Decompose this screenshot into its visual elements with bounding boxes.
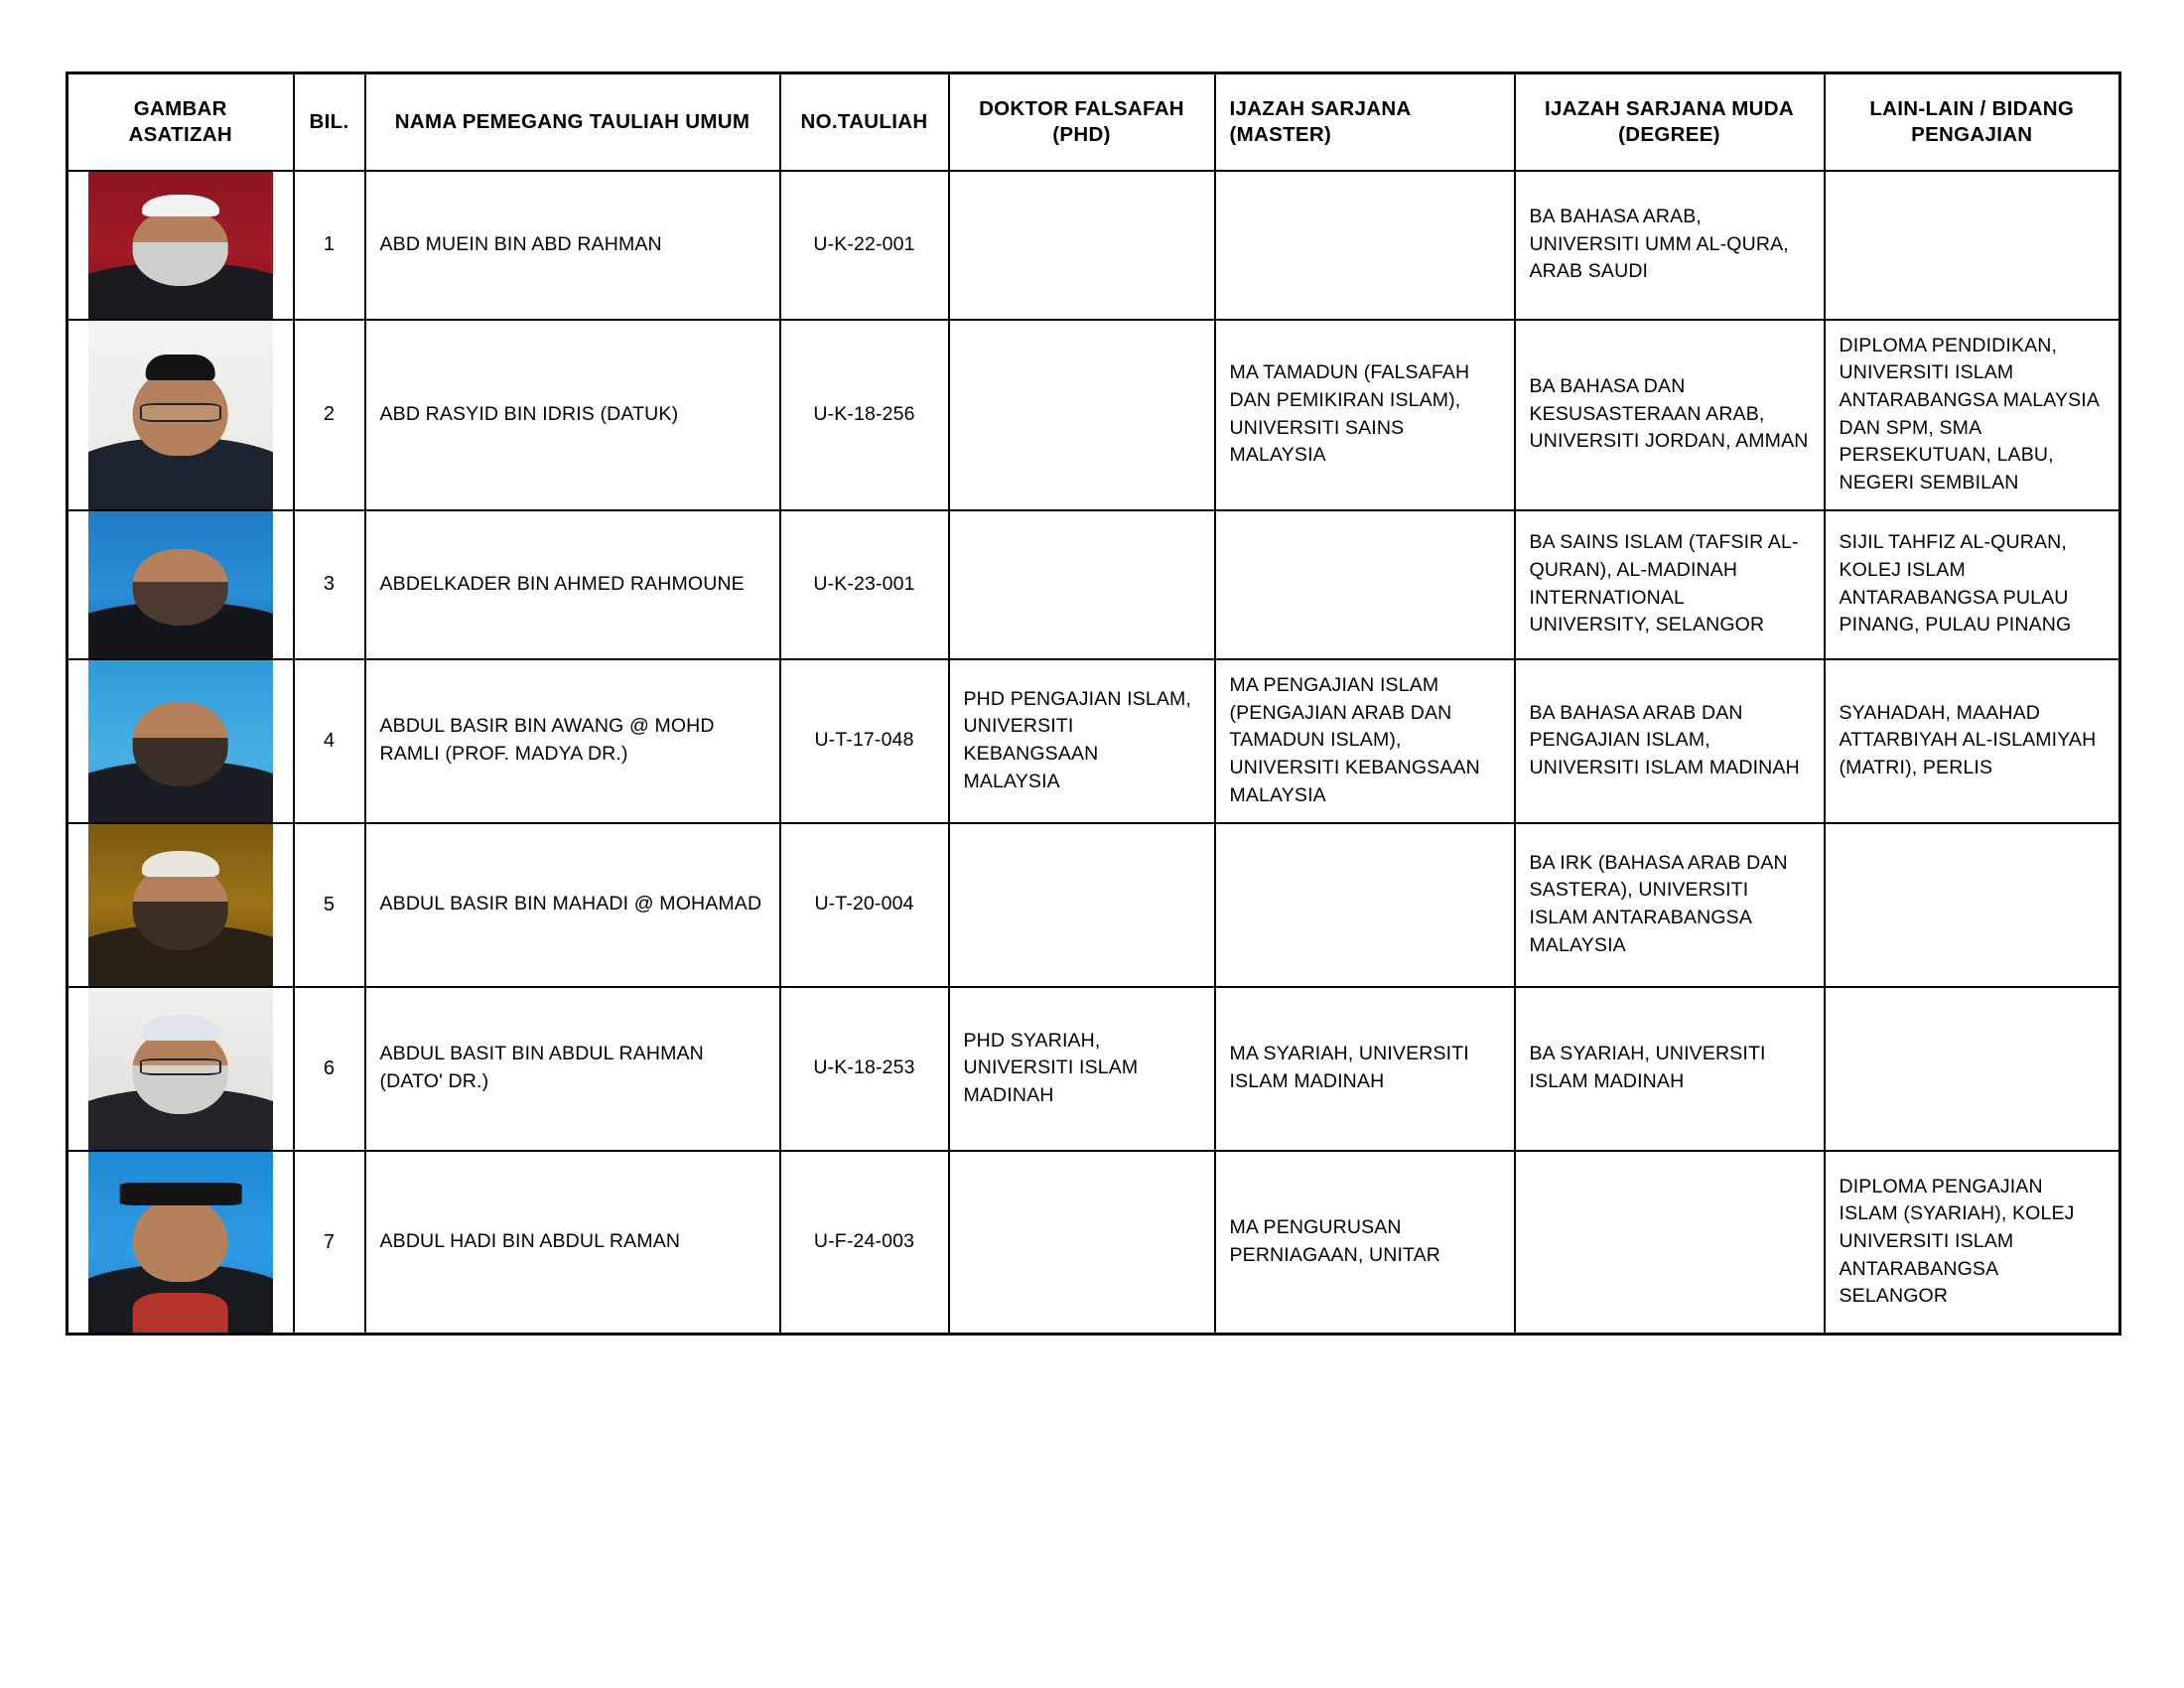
- table-row: [68, 320, 2120, 510]
- cell-lain-lain: [1825, 987, 2120, 1151]
- table-row: [68, 171, 2120, 320]
- table-row: [68, 823, 2120, 987]
- column-header-gambar-asatizah: [68, 73, 294, 171]
- cell-nama: ABDUL BASIT BIN ABDUL RAHMAN (DATO' DR.): [365, 987, 780, 1151]
- cell-lain-lain: [1825, 171, 2120, 320]
- portrait-cap: [142, 1015, 219, 1041]
- cell-gambar: [68, 1151, 294, 1335]
- portrait-cap: [142, 195, 219, 216]
- cell-degree: [1515, 1151, 1825, 1335]
- cell-gambar: [68, 171, 294, 320]
- cell-master: [1215, 510, 1515, 659]
- cell-lain-lain: [1825, 823, 2120, 987]
- column-header-ijazah-sarjana-muda-degree: [1515, 73, 1825, 171]
- header-line-1: NAMA PEMEGANG TAULIAH UMUM: [394, 109, 751, 133]
- portrait-abdul-hadi-bin-abdul-raman: [88, 1152, 273, 1334]
- portrait-cap: [142, 851, 219, 877]
- column-header-nama-pemegang-tauliah-umum: [365, 73, 780, 171]
- cell-phd: [949, 510, 1215, 659]
- header-line-2: PENGAJIAN: [1911, 122, 2033, 146]
- cell-bil: 5: [294, 823, 365, 987]
- cell-master: MA SYARIAH, UNIVERSITI ISLAM MADINAH: [1215, 987, 1515, 1151]
- cell-lain-lain: DIPLOMA PENDIDIKAN, UNIVERSITI ISLAM ANTARABANGSA MALAYSIA DAN SPM, SMA PERSEKUTUAN, LABU, NEGERI SEMBILAN: [1825, 320, 2120, 510]
- portrait-abd-rasyid-bin-idris: [88, 321, 273, 509]
- header-line-1: LAIN-LAIN / BIDANG: [1869, 96, 2075, 120]
- portrait-cap: [145, 354, 215, 381]
- column-header-doktor-falsafah-phd: [949, 73, 1215, 171]
- header-line-1: BIL.: [309, 109, 349, 133]
- portrait-abd-muein-bin-abd-rahman: [88, 172, 273, 319]
- table-row: [68, 1151, 2120, 1335]
- header-line-1: GAMBAR: [133, 96, 227, 120]
- table-header: [68, 73, 2120, 171]
- portrait-head: [132, 1198, 228, 1282]
- cell-degree: BA IRK (BAHASA ARAB DAN SASTERA), UNIVERSITI ISLAM ANTARABANGSA MALAYSIA: [1515, 823, 1825, 987]
- column-header-no-tauliah: [780, 73, 949, 171]
- cell-degree: BA BAHASA ARAB, UNIVERSITI UMM AL-QURA, ARAB SAUDI: [1515, 171, 1825, 320]
- cell-lain-lain: SIJIL TAHFIZ AL-QURAN, KOLEJ ISLAM ANTARABANGSA PULAU PINANG, PULAU PINANG: [1825, 510, 2120, 659]
- cell-no-tauliah: U-K-18-256: [780, 320, 949, 510]
- cell-master: MA PENGAJIAN ISLAM (PENGAJIAN ARAB DAN TAMADUN ISLAM), UNIVERSITI KEBANGSAAN MALAYSIA: [1215, 659, 1515, 823]
- header-line-1: IJAZAH SARJANA (MASTER): [1229, 96, 1411, 146]
- cell-bil: 6: [294, 987, 365, 1151]
- cell-nama: ABDUL BASIR BIN MAHADI @ MOHAMAD: [365, 823, 780, 987]
- cell-bil: 2: [294, 320, 365, 510]
- column-header-lain-lain-bidang-pengajian: [1825, 73, 2120, 171]
- cell-no-tauliah: U-T-17-048: [780, 659, 949, 823]
- cell-phd: [949, 1151, 1215, 1335]
- portrait-graduation-cap: [119, 1183, 241, 1206]
- cell-no-tauliah: U-T-20-004: [780, 823, 949, 987]
- table-body: [68, 171, 2120, 1335]
- cell-phd: [949, 171, 1215, 320]
- cell-nama: ABDUL BASIR BIN AWANG @ MOHD RAMLI (PROF. MADYA DR.): [365, 659, 780, 823]
- header-line-1: IJAZAH SARJANA MUDA: [1545, 96, 1794, 120]
- cell-no-tauliah: U-K-22-001: [780, 171, 949, 320]
- portrait-glasses: [140, 403, 221, 422]
- cell-phd: [949, 320, 1215, 510]
- cell-master: MA PENGURUSAN PERNIAGAAN, UNITAR: [1215, 1151, 1515, 1335]
- column-header-bil: [294, 73, 365, 171]
- cell-gambar: [68, 320, 294, 510]
- cell-degree: BA BAHASA DAN KESUSASTERAAN ARAB, UNIVERSITI JORDAN, AMMAN: [1515, 320, 1825, 510]
- header-line-2: (PHD): [1052, 122, 1111, 146]
- asatizah-roster-table: [66, 71, 2121, 1336]
- cell-bil: 7: [294, 1151, 365, 1335]
- column-header-ijazah-sarjana-master: [1215, 73, 1515, 171]
- cell-degree: BA SYARIAH, UNIVERSITI ISLAM MADINAH: [1515, 987, 1825, 1151]
- cell-no-tauliah: U-K-18-253: [780, 987, 949, 1151]
- portrait-abdelkader-bin-ahmed-rahmoune: [88, 511, 273, 658]
- cell-bil: 4: [294, 659, 365, 823]
- cell-gambar: [68, 823, 294, 987]
- header-line-2: (DEGREE): [1618, 122, 1720, 146]
- cell-master: MA TAMADUN (FALSAFAH DAN PEMIKIRAN ISLAM), UNIVERSITI SAINS MALAYSIA: [1215, 320, 1515, 510]
- portrait-graduation-sash: [132, 1293, 228, 1333]
- portrait-abdul-basir-bin-mahadi: [88, 824, 273, 986]
- header-line-1: DOKTOR FALSAFAH: [979, 96, 1184, 120]
- cell-phd: PHD PENGAJIAN ISLAM, UNIVERSITI KEBANGSAAN MALAYSIA: [949, 659, 1215, 823]
- cell-master: [1215, 171, 1515, 320]
- cell-lain-lain: DIPLOMA PENGAJIAN ISLAM (SYARIAH), KOLEJ UNIVERSITI ISLAM ANTARABANGSA SELANGOR: [1825, 1151, 2120, 1335]
- portrait-abdul-basit-bin-abdul-rahman: [88, 988, 273, 1150]
- cell-gambar: [68, 510, 294, 659]
- cell-degree: BA BAHASA ARAB DAN PENGAJIAN ISLAM, UNIVERSITI ISLAM MADINAH: [1515, 659, 1825, 823]
- header-line-2: ASATIZAH: [128, 122, 232, 146]
- cell-lain-lain: SYAHADAH, MAAHAD ATTARBIYAH AL-ISLAMIYAH (MATRI), PERLIS: [1825, 659, 2120, 823]
- cell-nama: ABD MUEIN BIN ABD RAHMAN: [365, 171, 780, 320]
- cell-phd: [949, 823, 1215, 987]
- header-row: [68, 73, 2120, 171]
- portrait-abdul-basir-bin-awang: [88, 660, 273, 822]
- cell-master: [1215, 823, 1515, 987]
- table-row: [68, 510, 2120, 659]
- cell-no-tauliah: U-K-23-001: [780, 510, 949, 659]
- cell-nama: ABDUL HADI BIN ABDUL RAMAN: [365, 1151, 780, 1335]
- table-row: [68, 987, 2120, 1151]
- cell-degree: BA SAINS ISLAM (TAFSIR AL-QURAN), AL-MADINAH INTERNATIONAL UNIVERSITY, SELANGOR: [1515, 510, 1825, 659]
- cell-nama: ABD RASYID BIN IDRIS (DATUK): [365, 320, 780, 510]
- cell-gambar: [68, 987, 294, 1151]
- cell-gambar: [68, 659, 294, 823]
- cell-nama: ABDELKADER BIN AHMED RAHMOUNE: [365, 510, 780, 659]
- cell-phd: PHD SYARIAH, UNIVERSITI ISLAM MADINAH: [949, 987, 1215, 1151]
- table-row: [68, 659, 2120, 823]
- cell-bil: 3: [294, 510, 365, 659]
- cell-no-tauliah: U-F-24-003: [780, 1151, 949, 1335]
- cell-bil: 1: [294, 171, 365, 320]
- portrait-glasses: [140, 1058, 221, 1075]
- header-line-1: NO.TAULIAH: [800, 109, 928, 133]
